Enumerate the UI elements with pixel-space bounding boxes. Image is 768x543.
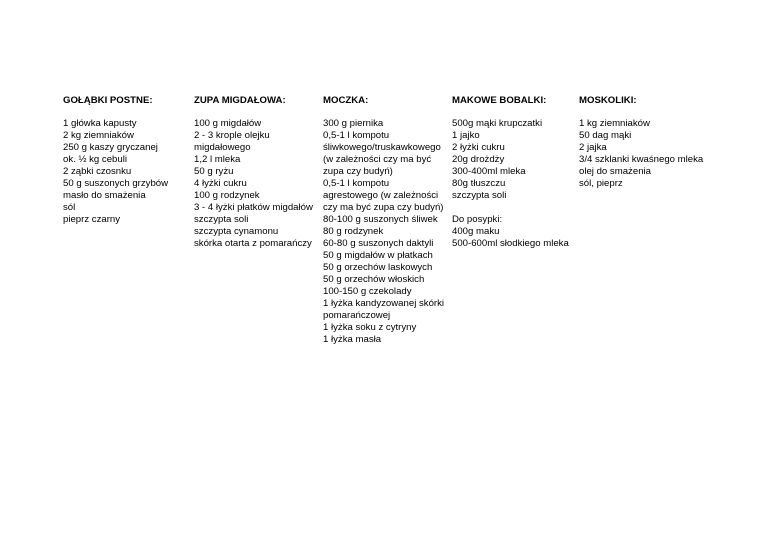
- ingredient-line: 100 g migdałów: [194, 118, 262, 129]
- ingredient-line: 20g drożdży: [452, 154, 505, 165]
- ingredient-line: 4 łyżki cukru: [194, 178, 247, 189]
- ingredient-line: 2 kg ziemniaków: [63, 130, 134, 141]
- recipe-makowe-bobalki: [452, 95, 580, 250]
- ingredient-line: 500g mąki krupczatki: [452, 118, 543, 129]
- ingredient-line: 300 g piernika: [323, 118, 384, 129]
- ingredient-line: 1,2 l mleka: [194, 154, 241, 165]
- recipe-moskoliki: [579, 95, 719, 190]
- ingredient-list: [63, 118, 191, 226]
- ingredient-line: 50 g orzechów laskowych: [323, 262, 433, 273]
- ingredient-line: agrestowego (w zależności: [323, 190, 439, 201]
- ingredient-line: 50 dag mąki: [579, 130, 632, 141]
- ingredient-line: szczypta soli: [194, 214, 249, 225]
- ingredient-line: 100-150 g czekolady: [323, 286, 412, 297]
- ingredient-line: olej do smażenia: [579, 166, 651, 177]
- ingredient-line: 80-100 g suszonych śliwek: [323, 214, 438, 225]
- ingredient-line: czy ma być zupa czy budyń): [323, 202, 444, 213]
- ingredient-line: (w zależności czy ma być: [323, 154, 432, 165]
- recipe-title: ZUPA MIGDAŁOWA:: [194, 95, 286, 106]
- ingredient-line: 2 ząbki czosnku: [63, 166, 132, 177]
- ingredient-line: 50 g orzechów włoskich: [323, 274, 425, 285]
- ingredient-line: 3/4 szklanki kwaśnego mleka: [579, 154, 704, 165]
- ingredient-line: 80 g rodzynek: [323, 226, 384, 237]
- ingredient-line: 0,5-1 l kompotu: [323, 178, 390, 189]
- ingredient-line: sól, pieprz: [579, 178, 623, 189]
- ingredient-line: zupa czy budyń): [323, 166, 393, 177]
- ingredient-line: 50 g suszonych grzybów: [63, 178, 169, 189]
- recipe-title: MOCZKA:: [323, 95, 369, 106]
- ingredient-line: szczypta soli: [452, 190, 507, 201]
- topping-heading: Do posypki:: [452, 214, 503, 225]
- ingredient-line: 3 - 4 łyżki płatków migdałów: [194, 202, 313, 213]
- ingredient-line: 80g tłuszczu: [452, 178, 506, 189]
- ingredient-line: 300-400ml mleka: [452, 166, 526, 177]
- ingredient-list: [323, 118, 451, 346]
- ingredient-line: pieprz czarny: [63, 214, 121, 225]
- ingredient-line: 2 jajka: [579, 142, 607, 153]
- ingredient-line: 1 jajko: [452, 130, 480, 141]
- ingredient-line: 1 łyżka kandyzowanej skórki: [323, 298, 445, 309]
- recipe-moczka: [323, 95, 451, 346]
- recipe-title: MAKOWE BOBALKI:: [452, 95, 547, 106]
- recipe-golabki-postne: [63, 95, 191, 226]
- ingredient-line: śliwkowego/truskawkowego: [323, 142, 441, 153]
- ingredient-line: skórka otarta z pomarańczy: [194, 238, 312, 249]
- ingredient-line: pomarańczowej: [323, 310, 391, 321]
- ingredient-line: masło do smażenia: [63, 190, 146, 201]
- ingredient-list: [579, 118, 719, 190]
- topping-line: 400g maku: [452, 226, 500, 237]
- ingredient-line: 1 kg ziemniaków: [579, 118, 650, 129]
- ingredient-line: migdałowego: [194, 142, 251, 153]
- ingredient-list: [194, 118, 322, 250]
- ingredient-line: 0,5-1 l kompotu: [323, 130, 390, 141]
- recipe-title: MOSKOLIKI:: [579, 95, 637, 106]
- ingredient-line: 2 - 3 krople olejku: [194, 130, 270, 141]
- recipe-title: GOŁĄBKI POSTNE:: [63, 95, 153, 106]
- recipe-zupa-migdalowa: [194, 95, 322, 250]
- ingredient-line: 50 g ryżu: [194, 166, 234, 177]
- ingredient-line: ok. ½ kg cebuli: [63, 154, 127, 165]
- ingredient-line: 60-80 g suszonych daktyli: [323, 238, 434, 249]
- ingredient-line: 250 g kaszy gryczanej: [63, 142, 158, 153]
- ingredient-line: 50 g migdałów w płatkach: [323, 250, 433, 261]
- ingredient-line: 1 łyżka masła: [323, 334, 382, 345]
- ingredient-list: [452, 118, 580, 250]
- ingredient-line: sól: [63, 202, 76, 213]
- ingredient-line: 1 główka kapusty: [63, 118, 137, 129]
- ingredient-line: 100 g rodzynek: [194, 190, 260, 201]
- section-spacer: [452, 202, 580, 214]
- ingredient-line: szczypta cynamonu: [194, 226, 279, 237]
- recipe-columns: [63, 95, 763, 515]
- topping-line: 500-600ml słodkiego mleka: [452, 238, 569, 249]
- ingredient-line: 1 łyżka soku z cytryny: [323, 322, 417, 333]
- ingredient-line: 2 łyżki cukru: [452, 142, 505, 153]
